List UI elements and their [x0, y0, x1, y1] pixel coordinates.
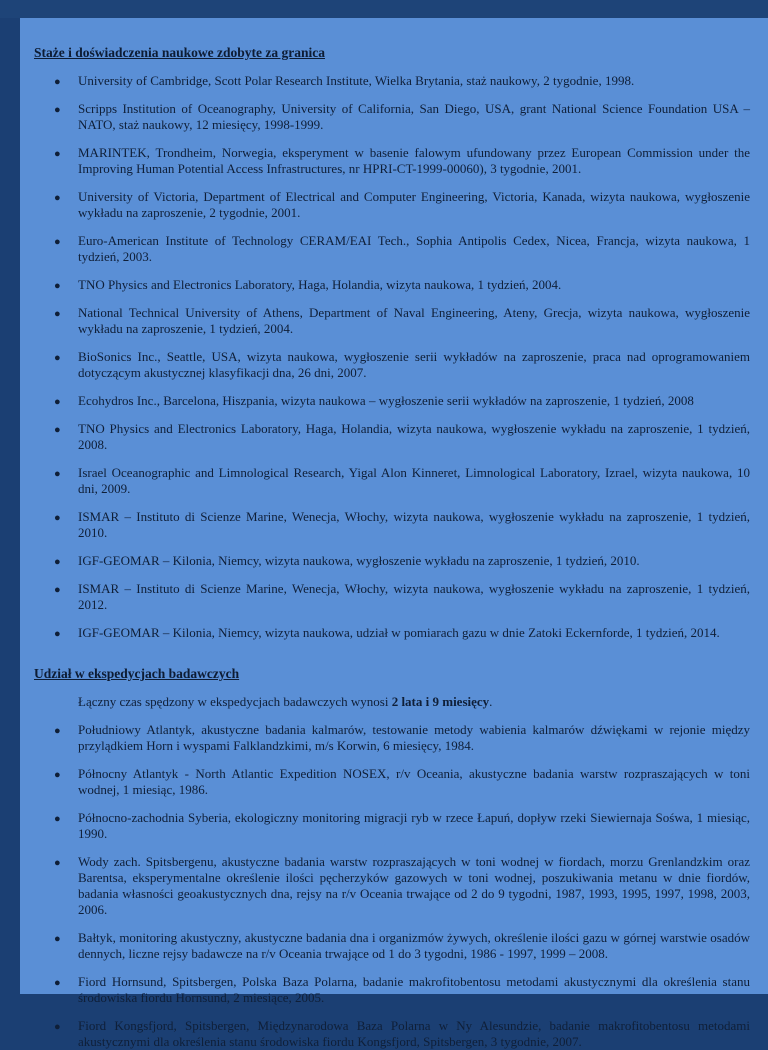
- bullet-icon: ●: [54, 396, 61, 408]
- bullet-icon: ●: [54, 280, 61, 292]
- list-item-text: Południowy Atlantyk, akustyczne badania kalmarów, testowanie metody wabienia kalmarów dźwiękami w rejonie między przylądkiem Horn i wyspami Falklandzkimi, m/s Korwin, 6 miesięcy, 1984.: [78, 722, 750, 753]
- list-item-text: Ecohydros Inc., Barcelona, Hiszpania, wizyta naukowa – wygłoszenie serii wykładów na zaproszenie, 1 tydzień, 2008: [78, 393, 694, 408]
- list-item: [34, 189, 750, 221]
- bullet-icon: ●: [54, 556, 61, 568]
- list-item: [34, 625, 750, 641]
- list-item: [34, 305, 750, 337]
- list-item-text: BioSonics Inc., Seattle, USA, wizyta naukowa, wygłoszenie serii wykładów na zaproszenie, praca nad oprogramowaniem dotyczącym akustycznej klasyfikacji dna, 26 dni, 2007.: [78, 349, 750, 380]
- list-item-text: National Technical University of Athens, Department of Naval Engineering, Ateny, Grecja, wizyta naukowa, wygłoszenie wykładu na zaproszenie, 1 tydzień, 2004.: [78, 305, 750, 336]
- list-item: [34, 393, 750, 409]
- summary-end: .: [489, 694, 493, 709]
- bullet-icon: ●: [54, 104, 61, 116]
- section-title-internships: Staże i doświadczenia naukowe zdobyte za granica: [34, 45, 325, 60]
- list-item: [34, 421, 750, 453]
- expeditions-list: [34, 722, 750, 1050]
- bullet-icon: ●: [54, 813, 61, 825]
- list-item-text: ISMAR – Instituto di Scienze Marine, Wenecja, Włochy, wizyta naukowa, wygłoszenie wykładu na zaproszenie, 1 tydzień, 2010.: [78, 509, 750, 540]
- list-item-text: TNO Physics and Electronics Laboratory, Haga, Holandia, wizyta naukowa, wygłoszenie wykładu na zaproszenie, 1 tydzień, 2008.: [78, 421, 750, 452]
- section-title-expeditions: Udział w ekspedycjach badawczych: [34, 666, 240, 681]
- list-item: [34, 930, 750, 962]
- bullet-icon: ●: [54, 857, 61, 869]
- bullet-icon: ●: [54, 424, 61, 436]
- list-item-text: Fiord Hornsund, Spitsbergen, Polska Baza Polarna, badanie makrofitobentosu metodami akustycznymi dla określenia stanu środowiska fiordu Hornsund, 2 miesiące, 2005.: [78, 974, 750, 1005]
- bullet-icon: ●: [54, 769, 61, 781]
- list-item: [34, 233, 750, 265]
- list-item: [34, 465, 750, 497]
- list-item: [34, 722, 750, 754]
- list-item: [34, 509, 750, 541]
- list-item: [34, 145, 750, 177]
- list-item: [34, 810, 750, 842]
- list-item: [34, 854, 750, 918]
- list-item-text: IGF-GEOMAR – Kilonia, Niemcy, wizyta naukowa, udział w pomiarach gazu w dnie Zatoki Eckernforde, 1 tydzień, 2014.: [78, 625, 720, 640]
- bullet-icon: ●: [54, 1021, 61, 1033]
- list-item-text: Euro-American Institute of Technology CERAM/EAI Tech., Sophia Antipolis Cedex, Nicea, Francja, wizyta naukowa, 1 tydzień, 2003.: [78, 233, 750, 264]
- summary-duration: 2 lata i 9 miesięcy: [391, 694, 490, 709]
- list-item: [34, 277, 750, 293]
- bullet-icon: ●: [54, 468, 61, 480]
- list-item-text: Północno-zachodnia Syberia, ekologiczny monitoring migracji ryb w rzece Łapuń, dopływ rzeki Siewiernaja Sośwa, 1 miesiąc, 1990.: [78, 810, 750, 841]
- bullet-icon: ●: [54, 584, 61, 596]
- bullet-icon: ●: [54, 308, 61, 320]
- list-item: [34, 349, 750, 381]
- list-item-text: Bałtyk, monitoring akustyczny, akustyczne badania dna i organizmów żywych, określenie ilości gazu w górnej warstwie osadów dennych, liczne rejsy badawcze na r/v Oceania trwające od 1 do 3 tygodni, 1986 - 1997, 1999 – 2008.: [78, 930, 750, 961]
- list-item: [34, 73, 750, 89]
- list-item-text: MARINTEK, Trondheim, Norwegia, eksperyment w basenie falowym ufundowany przez European Commission under the Improving Human Potential Access Infrastructures, nr HPRI-CT-1999-00060), 3 tygodnie, 2001.: [78, 145, 750, 176]
- document-page: [20, 18, 768, 1049]
- top-band: [0, 0, 768, 18]
- list-item-text: IGF-GEOMAR – Kilonia, Niemcy, wizyta naukowa, wygłoszenie wykładu na zaproszenie, 1 tydzień, 2010.: [78, 553, 640, 568]
- bullet-icon: ●: [54, 933, 61, 945]
- list-item-text: Scripps Institution of Oceanography, University of California, San Diego, USA, grant National Science Foundation USA – NATO, staż naukowy, 12 miesięcy, 1998-1999.: [78, 101, 750, 132]
- bullet-icon: ●: [54, 512, 61, 524]
- bullet-icon: ●: [54, 725, 61, 737]
- bullet-icon: ●: [54, 236, 61, 248]
- list-item-text: Fiord Kongsfjord, Spitsbergen, Międzynarodowa Baza Polarna w Ny Alesundzie, badanie makrofitobentosu metodami akustycznymi dla określenia stanu środowiska fiordu Kongsfjord, Spitsbergen, 3 tygodnie, 2007.: [78, 1018, 750, 1049]
- list-item: [34, 581, 750, 613]
- bullet-icon: ●: [54, 148, 61, 160]
- list-item-text: TNO Physics and Electronics Laboratory, Haga, Holandia, wizyta naukowa, 1 tydzień, 2004.: [78, 277, 562, 292]
- list-item: [34, 1018, 750, 1050]
- list-item-text: University of Cambridge, Scott Polar Research Institute, Wielka Brytania, staż naukowy, 2 tygodnie, 1998.: [78, 73, 635, 88]
- list-item: [34, 553, 750, 569]
- bullet-icon: ●: [54, 628, 61, 640]
- list-item-text: ISMAR – Instituto di Scienze Marine, Wenecja, Włochy, wizyta naukowa, wygłoszenie wykładu na zaproszenie, 1 tydzień, 2012.: [78, 581, 750, 612]
- list-item-text: University of Victoria, Department of Electrical and Computer Engineering, Victoria, Kanada, wizyta naukowa, wygłoszenie wykładu na zaproszenie, 2 tygodnie, 2001.: [78, 189, 750, 220]
- bullet-icon: ●: [54, 352, 61, 364]
- list-item-text: Israel Oceanographic and Limnological Research, Yigal Alon Kinneret, Limnological Laboratory, Izrael, wizyta naukowa, 10 dni, 2009.: [78, 465, 750, 496]
- bullet-icon: ●: [54, 192, 61, 204]
- list-item-text: Północny Atlantyk - North Atlantic Expedition NOSEX, r/v Oceania, akustyczne badania warstw rozpraszających w toni wodnej, 1 miesiąc, 1986.: [78, 766, 750, 797]
- bullet-icon: ●: [54, 977, 61, 989]
- expeditions-summary: [34, 694, 750, 710]
- list-item: [34, 766, 750, 798]
- internships-list: [34, 73, 750, 641]
- bullet-icon: ●: [54, 76, 61, 88]
- list-item: [34, 101, 750, 133]
- list-item-text: Wody zach. Spitsbergenu, akustyczne badania warstw rozpraszających w toni wodnej w fiordach, morzu Grenlandzkim oraz Barentsa, eksperymentalne określenie ilości pęcherzyków gazowych w toni wodnej, poszukiwania metanu w dnie fiordów, badania własności geoakustycznych dna, rejsy na r/v Oceania trwające od 2 do 9 tygodni, 1987, 1993, 1995, 1997, 1998, 2003, 2006.: [78, 854, 750, 917]
- summary-text: Łączny czas spędzony w ekspedycjach badawczych wynosi: [78, 694, 392, 709]
- list-item: [34, 974, 750, 1006]
